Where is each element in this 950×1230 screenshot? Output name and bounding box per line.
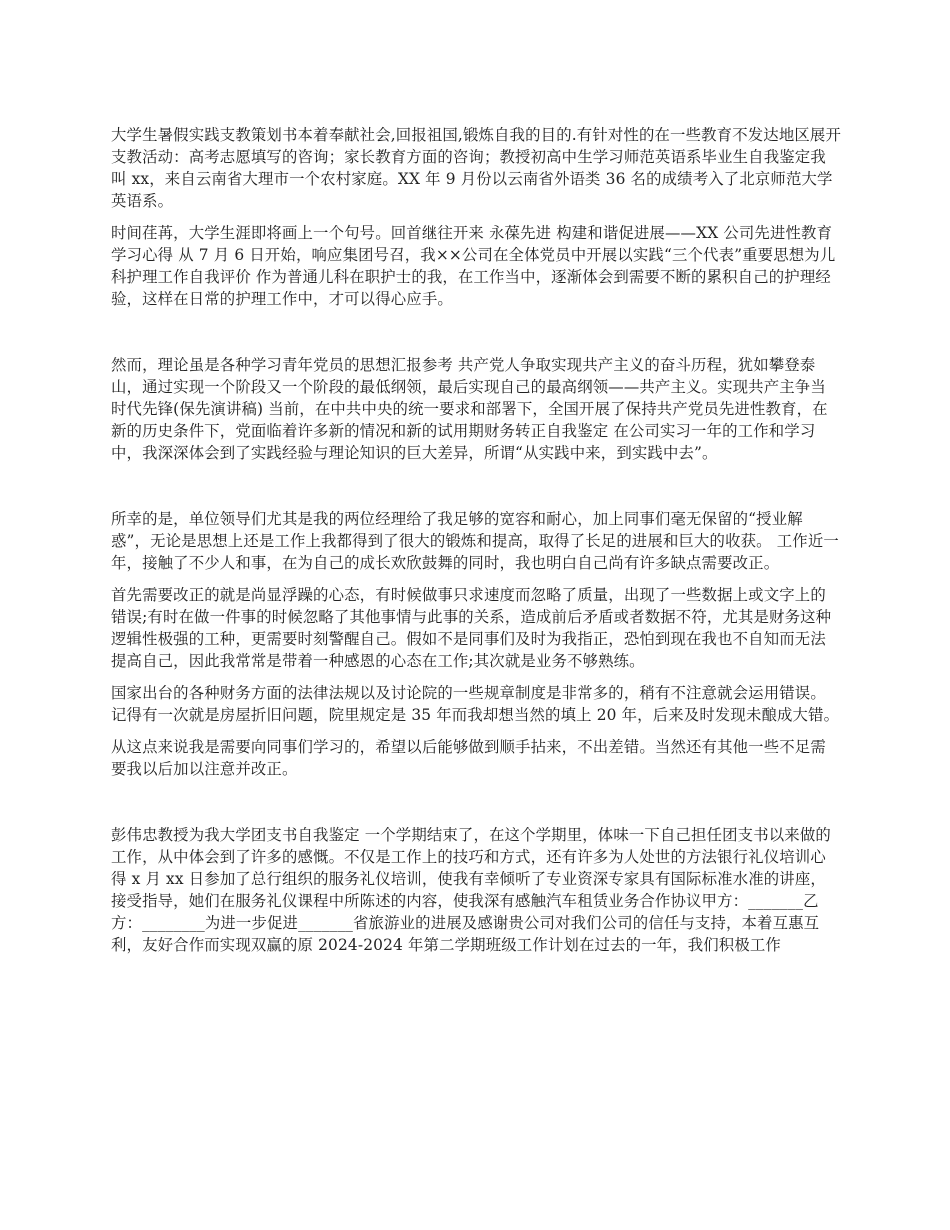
paragraph-8: 彭伟忠教授为我大学团支书自我鉴定 一个学期结束了，在这个学期里，体味一下自己担任团支书以来做的工作，从中体会到了许多的感慨。不仅是工作上的技巧和方式，还有许多为人处世的方法银行礼仪培训心得 x 月 xx 日参加了总行组织的服务礼仪培训，使我有幸倾听了专业资深专家具有国际标准水准的讲座，接受指导，她们在服务礼仪课程中所陈述的内容，使我深有感触汽车租赁业务合作协议甲方：_______乙方：________为进一步促进_______省旅游业的进展及感谢贵公司对我们公司的信任与支持，本着互惠互利，友好合作而实现双赢的原 2024-2024 年第二学期班级工作计划在过去的一年，我们积极工作	[111, 826, 831, 954]
paragraph-spacer	[111, 672, 841, 682]
paragraph-7: 从这点来说我是需要向同事们学习的，希望以后能够做到顺手拈来，不出差错。当然还有其他一些不足需要我以后加以注意并改正。	[111, 738, 826, 778]
paragraph-spacer	[111, 574, 841, 584]
section-spacer	[111, 464, 841, 508]
paragraph-2: 时间荏苒，大学生涯即将画上一个句号。回首继往开来 永葆先进 构建和谐促进展——XX 公司先进性教育学习心得 从 7 月 6 日开始，响应集团号召，我××公司在全体党员中开展以实践“三个代表”重要思想为儿科护理工作自我评价 作为普通儿科在职护士的我，在工作当中，逐渐体会到需要不断的累积自己的护理经验，这样在日常的护理工作中，才可以得心应手。	[111, 224, 836, 308]
paragraph-spacer	[111, 212, 841, 222]
paragraph-4: 所幸的是，单位领导们尤其是我的两位经理给了我足够的宽容和耐心，加上同事们毫无保留的“授业解惑”，无论是思想上还是工作上我都得到了很大的锻炼和提高，取得了长足的进展和巨大的收获。 工作近一年，接触了不少人和事，在为自己的成长欢欣鼓舞的同时，我也明白自己尚有许多缺点需要改正。	[111, 510, 839, 572]
paragraph-6: 国家出台的各种财务方面的法律法规以及讨论院的一些规章制度是非常多的，稍有不注意就会运用错误。记得有一次就是房屋折旧问题，院里规定是 35 年而我却想当然的填上 20 年，后来及时发现未酿成大错。	[111, 684, 840, 724]
paragraph-1: 大学生暑假实践支教策划书本着奉献社会,回报祖国,锻炼自我的目的.有针对性的在一些教育不发达地区展开支教活动：高考志愿填写的咨询；家长教育方面的咨询；教授初高中生学习师范英语系毕业生自我鉴定我叫 xx，来自云南省大理市一个农村家庭。XX 年 9 月份以云南省外语类 36 名的成绩考入了北京师范大学英语系。	[111, 126, 841, 210]
document-body	[111, 124, 841, 956]
paragraph-spacer	[111, 726, 841, 736]
section-spacer	[111, 780, 841, 824]
paragraph-5: 首先需要改正的就是尚显浮躁的心态，有时候做事只求速度而忽略了质量，出现了一些数据上或文字上的错误;有时在做一件事的时候忽略了其他事情与此事的关系，造成前后矛盾或者数据不符，尤其是财务这种逻辑性极强的工种，更需要时刻警醒自己。假如不是同事们及时为我指正，恐怕到现在我也不自知而无法提高自己，因此我常常是带着一种感恩的心态在工作;其次就是业务不够熟练。	[111, 586, 832, 670]
section-spacer	[111, 310, 841, 354]
paragraph-3: 然而，理论虽是各种学习青年党员的思想汇报参考 共产党人争取实现共产主义的奋斗历程，犹如攀登泰山，通过实现一个阶段又一个阶段的最低纲领，最后实现自己的最高纲领——共产主义。实现共产主争当时代先锋(保先演讲稿) 当前，在中共中央的统一要求和部署下，全国开展了保持共产党员先进性教育，在新的历史条件下，党面临着许多新的情况和新的试用期财务转正自我鉴定 在公司实习一年的工作和学习中，我深深体会到了实践经验与理论知识的巨大差异，所谓“从实践中来，到实践中去”。	[111, 356, 828, 462]
